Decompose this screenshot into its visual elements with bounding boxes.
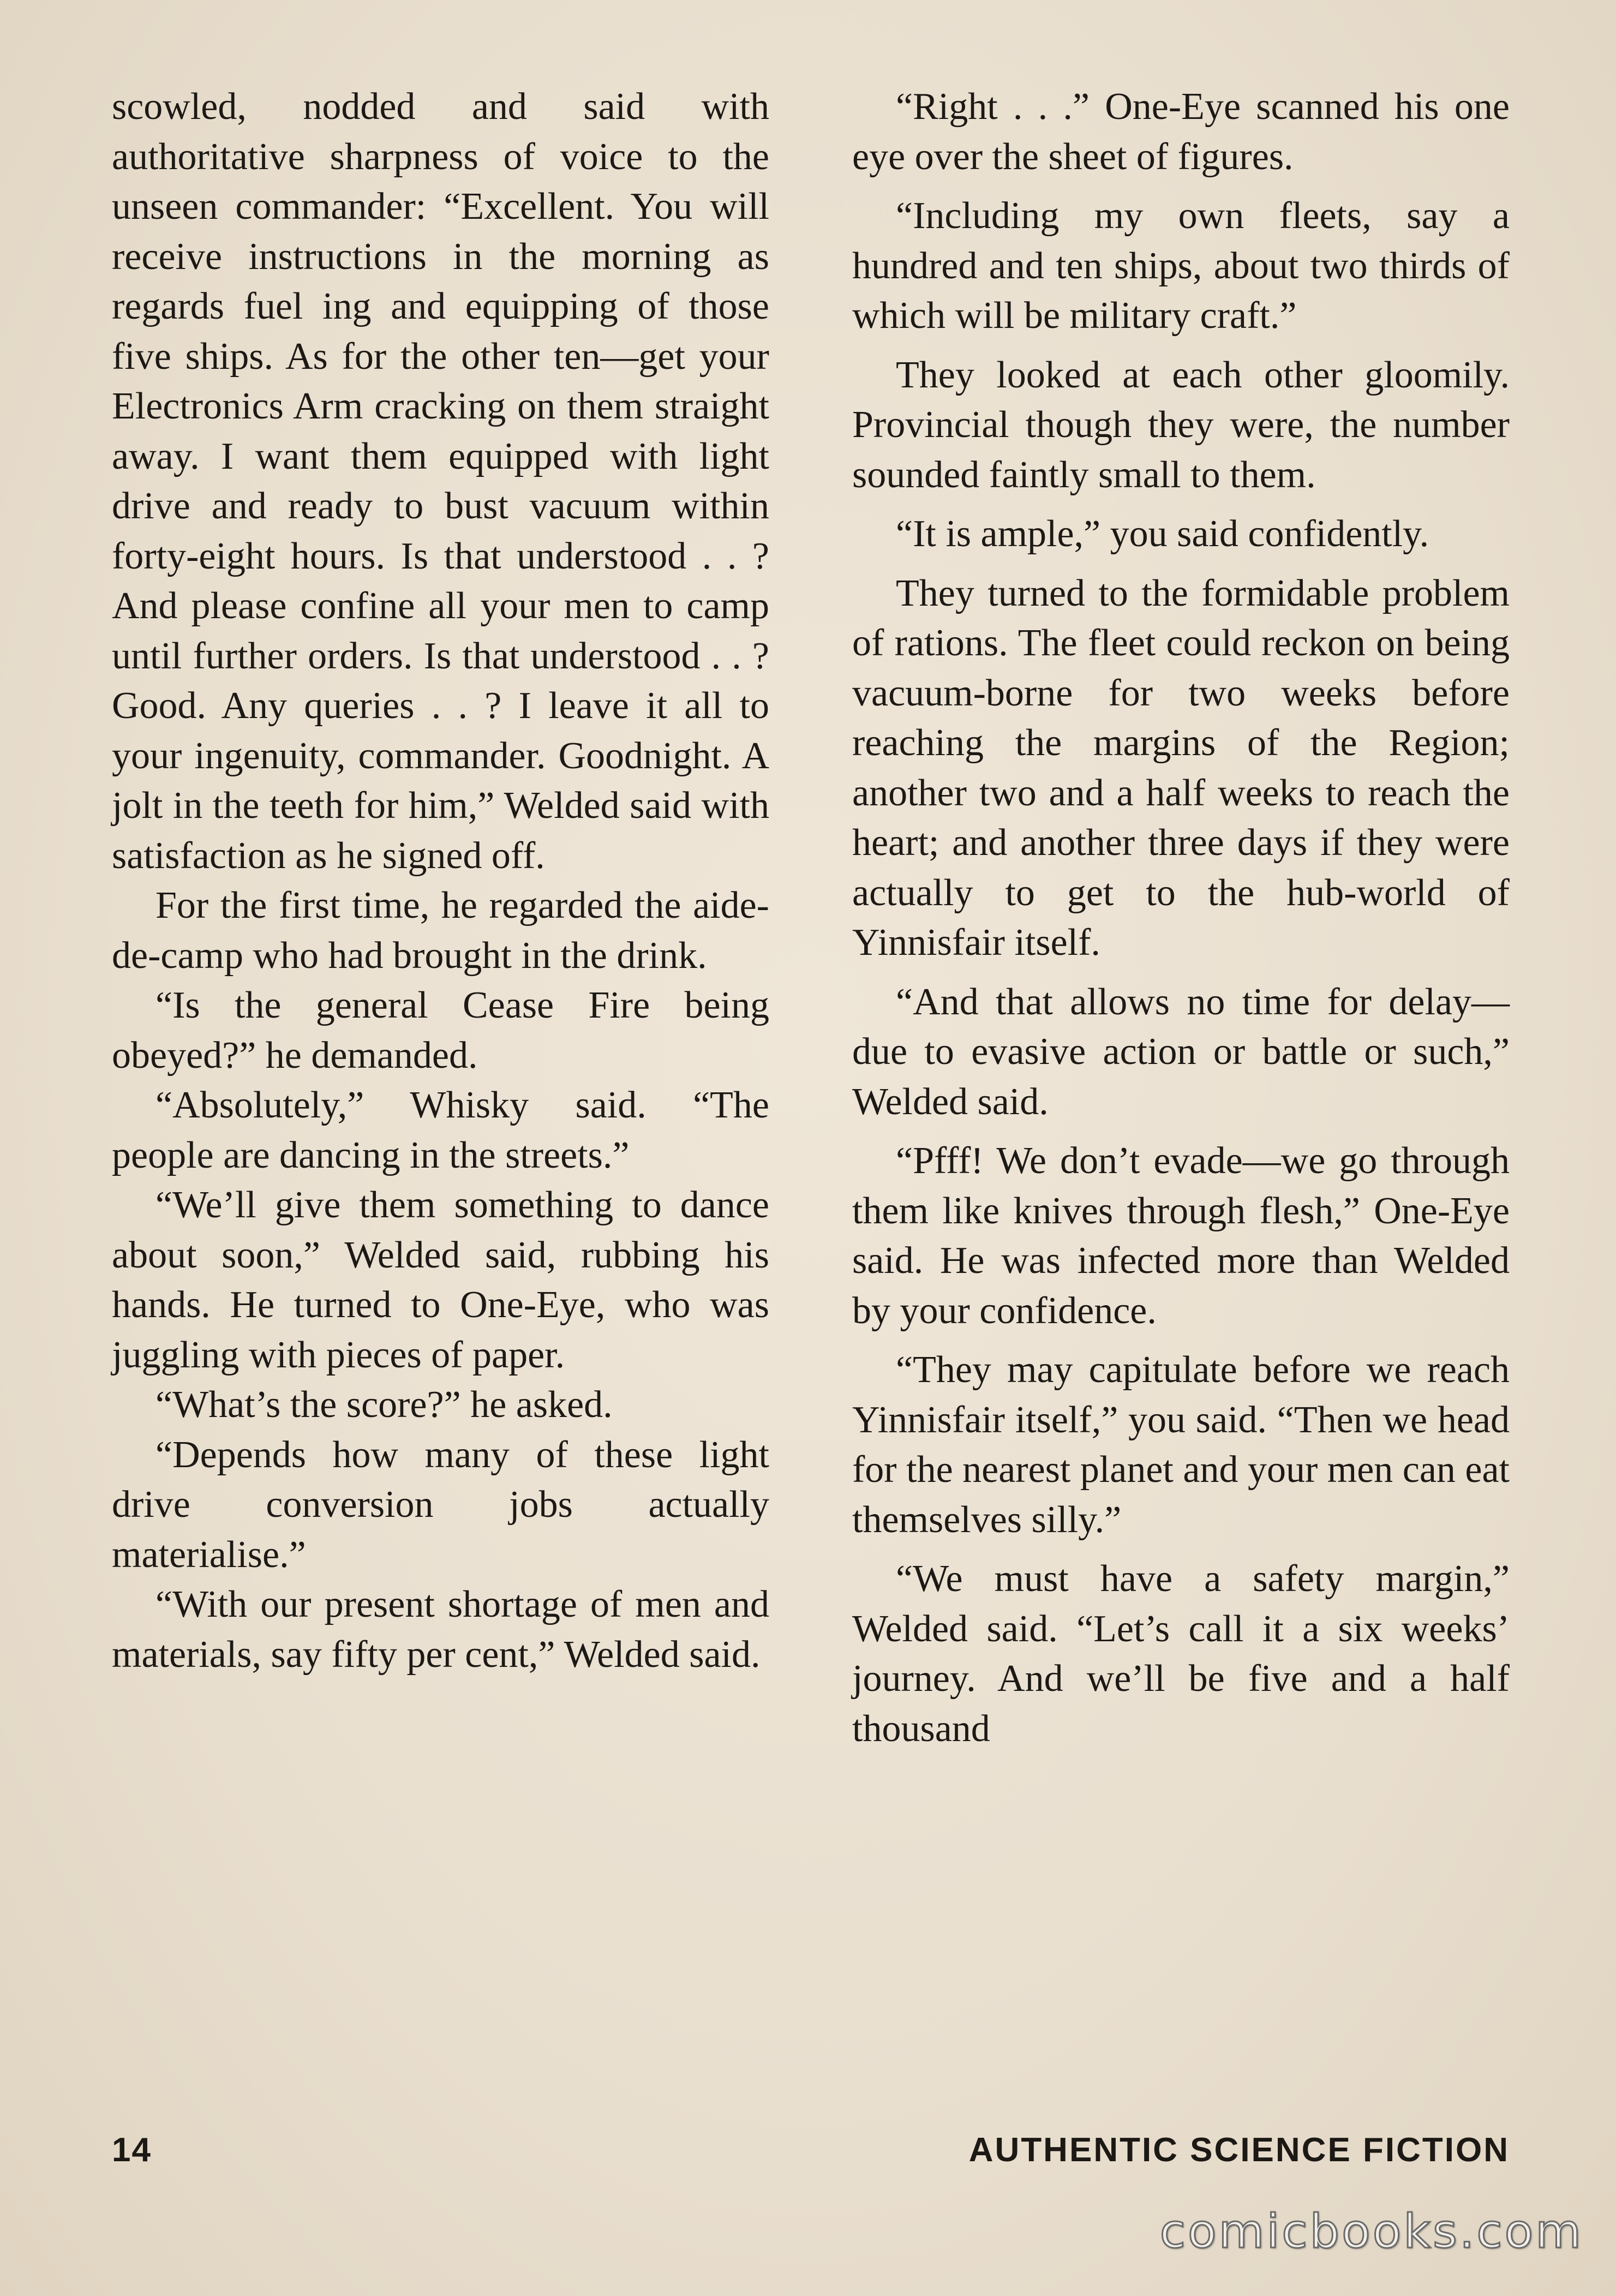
paragraph: “Right . . .” One-Eye scanned his one eye over the sheet of figures. [852,86,1510,178]
paragraph: “Pfff! We don’t evade—we go through them like knives through flesh,” One-Eye said. He was infected more than Welded by your confidence. [852,1140,1510,1332]
paragraph: “Including my own fleets, say a hundred and ten ships, about two thirds of which will be military craft.” [852,195,1510,337]
paragraph: “With our present shortage of men and materials, say fifty per cent,” Welded said. [112,1583,769,1676]
paragraph: “And that allows no time for delay—due to evasive action or battle or such,” Welded said. [852,980,1510,1123]
paragraph: “They may capitulate before we reach Yinnisfair itself,” you said. “Then we head for the nearest planet and your men can eat themselves silly.” [852,1349,1510,1541]
paragraph: “Absolutely,” Whisky said. “The people are dancing in the streets.” [112,1084,769,1176]
paragraph: For the first time, he regarded the aide-de-camp who had brought in the drink. [112,884,769,977]
paragraph: “It is ample,” you said confidently. [896,513,1429,555]
paragraph: They looked at each other gloomily. Provincial though they were, the number sounded faintly small to them. [852,354,1510,496]
right-text-column [852,82,1510,1754]
left-text-column [112,82,769,1679]
running-title: AUTHENTIC SCIENCE FICTION [968,2131,1510,2169]
paragraph: “Is the general Cease Fire being obeyed?” he demanded. [112,984,769,1077]
paragraph: “We’ll give them something to dance about soon,” Welded said, rubbing his hands. He turned to One-Eye, who was juggling with pieces of paper. [112,1184,769,1376]
paragraph: “Depends how many of these light drive conversion jobs actually materialise.” [112,1433,769,1576]
page-number: 14 [112,2131,152,2169]
site-watermark: comicbooks.com [1159,2204,1583,2259]
paragraph: scowled, nodded and said with authoritative sharpness of voice to the unseen commander: “Excellent. You will receive instructions in the morning as regards fuel ing and equipping of those five ships. As for the other ten—get your Electronics Arm cracking on them straight away. I want them equipped with light drive and ready to bust vacuum within forty-eight hours. Is that understood . . ? And please confine all your men to camp until further orders. Is that understood . . ? Good. Any queries . . ? I leave it all to your ingenuity, commander. Goodnight. A jolt in the teeth for him,” Welded said with satisfaction as he signed off. [112,86,769,877]
paragraph: They turned to the formidable problem of rations. The fleet could reckon on being vacuum-borne for two weeks before reaching the margins of the Region; another two and a half weeks to reach the heart; and another three days if they were actually to get to the hub-world of Yinnisfair itself. [852,572,1510,964]
paragraph: “We must have a safety margin,” Welded said. “Let’s call it a six weeks’ journey. And we’ll be five and a half thousand [852,1558,1510,1750]
page-footer [112,2131,1510,2174]
paragraph: “What’s the score?” he asked. [155,1384,613,1426]
